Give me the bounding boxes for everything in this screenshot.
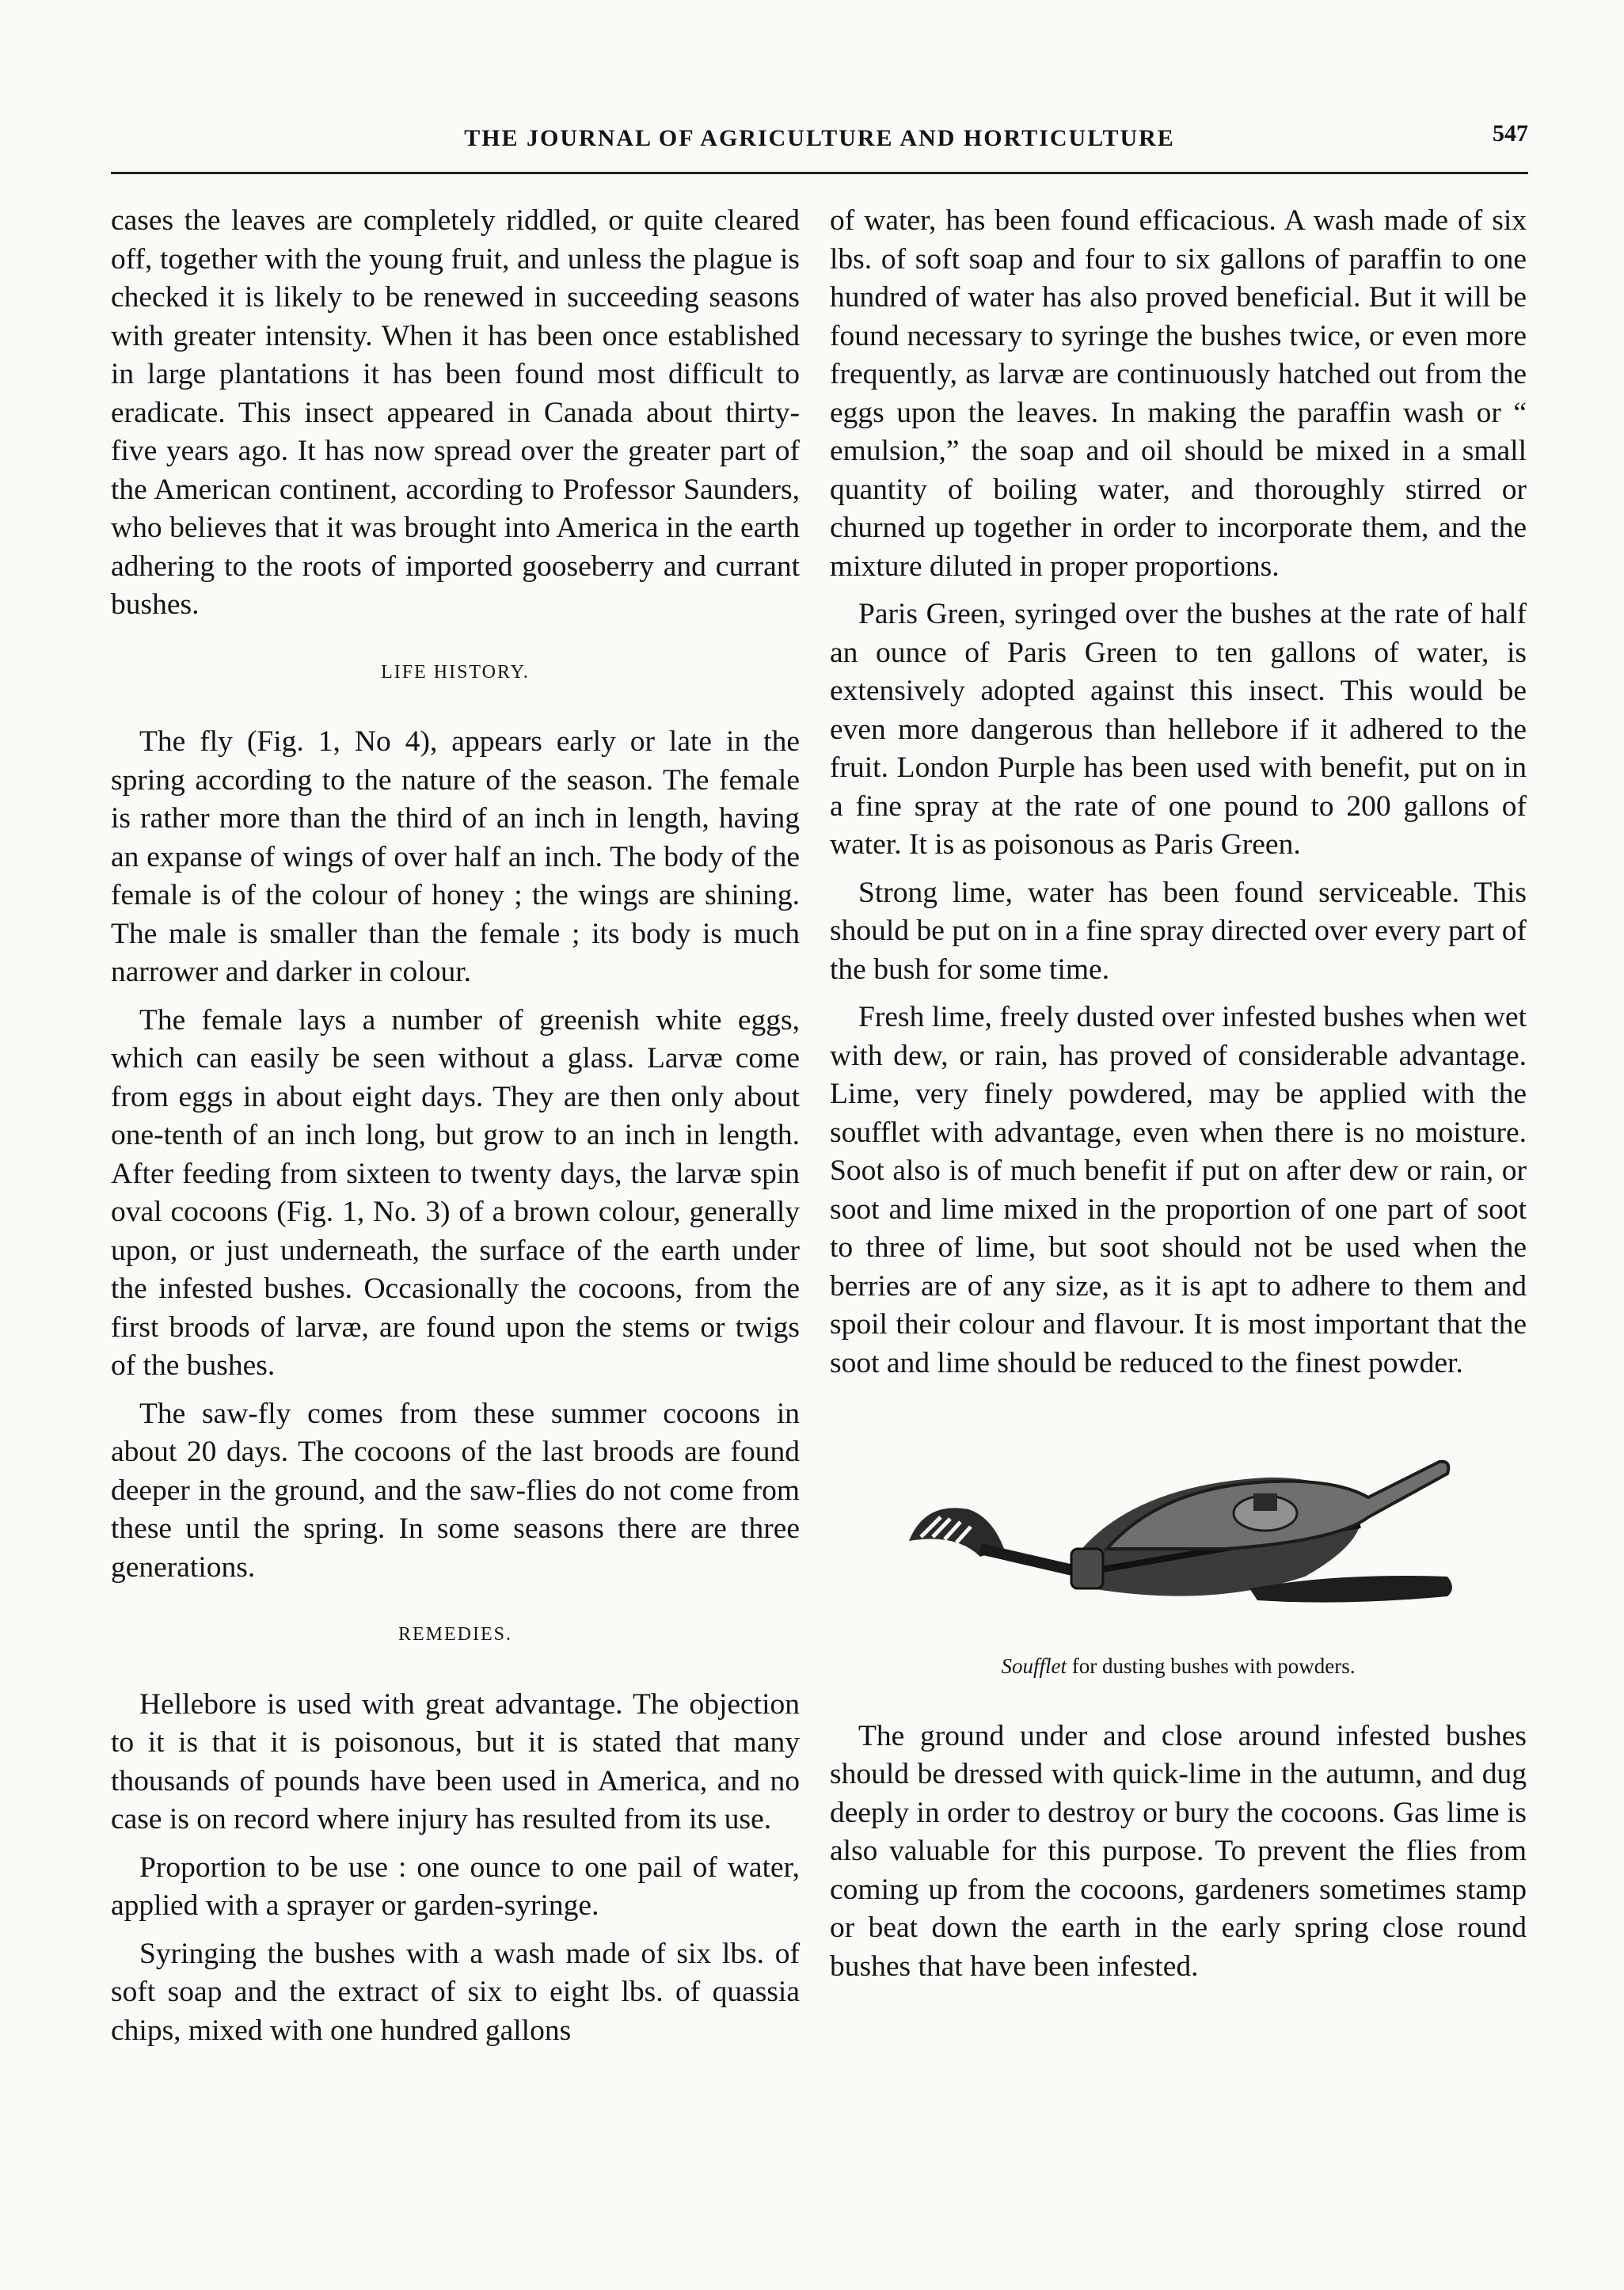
paragraph: Fresh lime, freely dusted over infested bushes when wet with dew, or rain, has proved of considerable advantage. Lime, very finely powdered, may be applied with the soufflet with advantage, even when there is no moisture. Soot also is of much benefit if put on after dew or rain, or soot and lime mixed in the proportion of one part of soot to three of lime, but soot should not be used when the berries are of any size, as it is apt to adhere to them and spoil their colour and flavour. It is most important that the soot and lime should be reduced to the finest powder. <box>830 1001 1527 1379</box>
right-column <box>830 202 1527 1995</box>
paragraph: The saw-fly comes from these summer cocoons in about 20 days. The cocoons of the last broods are found deeper in the ground, and the saw-flies do not come from these until the spring. In some seasons there are three generations. <box>111 1397 800 1584</box>
caption-italic: Soufflet <box>1001 1654 1067 1678</box>
paragraph: of water, has been found efficacious. A wash made of six lbs. of soft soap and four to six gallons of paraffin to one hundred of water has also proved beneficial. But it will be found necessary to syringe the bushes twice, or even more frequently, as larvæ are continuously hatched out from the eggs upon the leaves. In making the paraffin wash or “ emulsion,” the soap and oil should be mixed in a small quantity of boiling water, and thoroughly stirred or churned up together in order to incorporate them, and the mixture diluted in proper proportions. <box>830 204 1527 583</box>
page-header <box>111 119 1528 166</box>
soufflet-figure <box>830 1438 1527 1686</box>
paragraph: cases the leaves are completely riddled, or quite cleared off, together with the young fruit, and unless the plague is checked it is likely to be renewed in succeeding seasons with greater intensity. When it has been once established in large plantations it has been found most difficult to eradicate. This insect appeared in Canada about thirty-five years ago. It has now spread over the greater part of the American continent, according to Professor Saunders, who believes that it was brought into America in the earth adhering to the roots of imported gooseberry and currant bushes. <box>111 204 800 621</box>
caption-text: for dusting bushes with powders. <box>1067 1654 1356 1678</box>
page-number: 547 <box>1493 120 1528 146</box>
paragraph: Proportion to be use : one ounce to one pail of water, applied with a sprayer or garden-syringe. <box>111 1851 800 1922</box>
section-heading-remedies: REMEDIES. <box>398 1624 512 1645</box>
paragraph: Strong lime, water has been found serviceable. This should be put on in a fine spray directed over every part of the bush for some time. <box>830 876 1527 986</box>
journal-title: THE JOURNAL OF AGRICULTURE AND HORTICULTURE <box>464 125 1175 151</box>
paragraph: The female lays a number of greenish white eggs, which can easily be seen without a glass. Larvæ come from eggs in about eight days. They are then only about one-tenth of an inch long, but grow to an inch in length. After feeding from sixteen to twenty days, the larvæ spin oval cocoons (Fig. 1, No. 3) of a brown colour, generally upon, or just underneath, the surface of the earth under the infested bushes. Occasionally the cocoons, from the first broods of larvæ, are found upon the stems or twigs of the bushes. <box>111 1003 800 1382</box>
paragraph: The ground under and close around infested bushes should be dressed with quick-lime in the autumn, and dug deeply in order to destroy or bury the cocoons. Gas lime is also valuable for this purpose. To prevent the flies from coming up from the cocoons, gardeners sometimes stamp or beat down the earth in the early spring close round bushes that have been infested. <box>830 1719 1527 1983</box>
soufflet-bellows-illustration <box>893 1438 1463 1628</box>
section-heading-life-history: LIFE HISTORY. <box>381 661 530 683</box>
paragraph: Hellebore is used with great advantage. The objection to it is that it is poisonous, but it is stated that many thousands of pounds have been used in America, and no case is on record where injury has resulted from its use. <box>111 1687 800 1835</box>
figure-caption <box>830 1647 1527 1686</box>
paragraph: The fly (Fig. 1, No 4), appears early or late in the spring according to the nature of the season. The female is rather more than the third of an inch in length, having an expanse of wings of over half an inch. The body of the female is of the colour of honey ; the wings are shining. The male is smaller than the female ; its body is much narrower and darker in colour. <box>111 725 800 988</box>
paragraph: Paris Green, syringed over the bushes at the rate of half an ounce of Paris Green to ten gallons of water, is extensively adopted against this insect. This would be even more dangerous than hellebore if it adhered to the fruit. London Purple has been used with benefit, put on in a fine spray at the rate of one pound to 200 gallons of water. It is as poisonous as Paris Green. <box>830 598 1527 861</box>
paragraph: Syringing the bushes with a wash made of six lbs. of soft soap and the extract of six to eight lbs. of quassia chips, mixed with one hundred gallons <box>111 1937 800 2047</box>
header-rule <box>111 172 1528 174</box>
left-column <box>111 202 800 2060</box>
